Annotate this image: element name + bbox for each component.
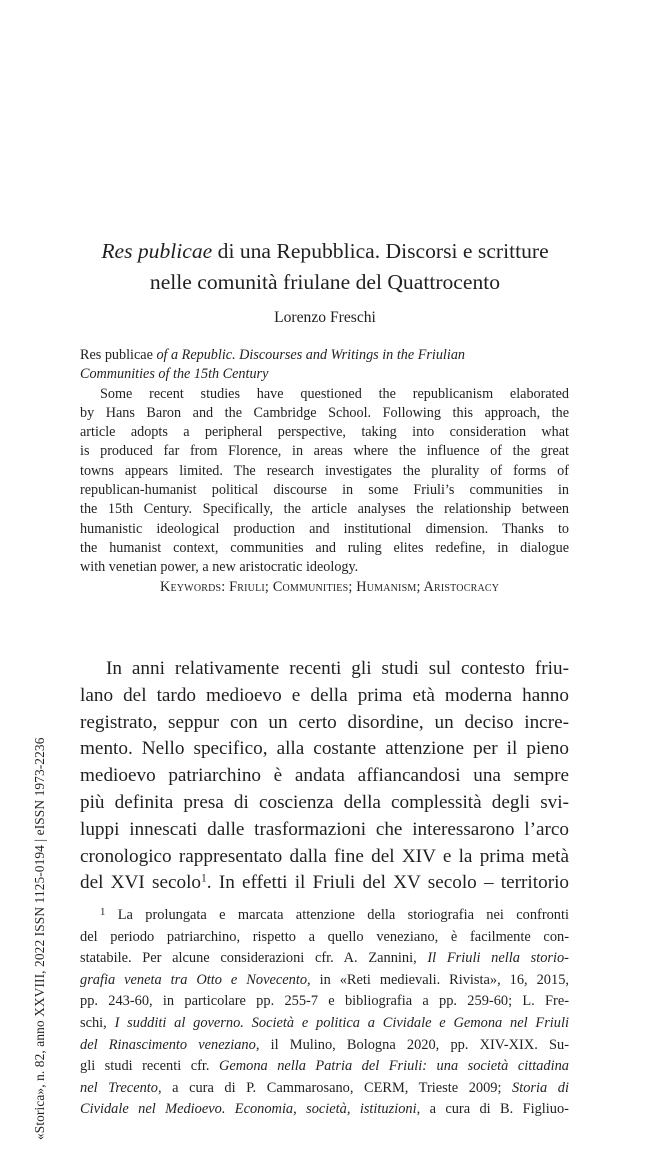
footnote-italic: grafia veneta tra Otto e Novecento [80,971,308,988]
body-line: medioevo patriarchino è andata affiancandosi una sempre [80,765,569,787]
footnote-italic: Gemona nella Patria del Friuli: una società cittadina [218,1058,569,1075]
body-line [80,870,569,897]
abstract-line: the 15th Century. Specifically, the article analyses the relationship between [80,501,569,518]
footnote-line [80,1099,569,1121]
footnote-italic: Storia di [512,1079,569,1096]
article-title [60,236,590,298]
footnote-text: schi, [80,1014,115,1031]
title-italic: Res publicae [101,239,213,263]
footnote-italic: del Rinascimento veneziano [80,1036,256,1053]
title-line-2: nelle comunità friulane del Quattrocento [149,270,501,294]
footnote-italic: Cividale nel Medioevo. Economia, società, istituzioni [80,1101,417,1118]
body-line: mento. Nello specifico, alla costante attenzione per il pieno [80,738,569,760]
body-paragraph [80,656,569,897]
footnote-marker[interactable]: 1 [201,873,207,886]
abstract-line: is produced far from Florence, in areas where the influence of the great [80,443,569,460]
footnote-text: , a cura di P. Cammarosano, CERM, Trieste 2009; [157,1079,513,1096]
footnote-italic: I sudditi al governo. Società e politica a Cividale e Gemona nel Friuli [114,1014,569,1031]
footnote-text: statabile. Per alcune considerazioni cfr. A. Zannini, [80,950,428,967]
abstract [80,346,569,597]
abstract-title-italic-2: Communities of the 15th Century [80,366,269,383]
body-line: luppi innescati dalle trasformazioni che interessarono l’arco [80,818,569,840]
body-text-segment: . In effetti il Friuli del XV secolo – territorio [206,872,570,894]
abstract-title-italic: of a Republic. Discourses and Writings in the Friulian [156,347,466,363]
body-line: lano del tardo medioevo e della prima età moderna hanno [80,684,569,706]
footnote-line: del periodo patriarchino, rispetto a quello veneziano, è facilmente con- [80,928,569,945]
footnote-text: gli studi recenti cfr. [80,1058,219,1075]
body-line: cronologico rappresentato dalla fine del XIV e la prima metà [80,845,569,867]
footnote-line [80,970,569,992]
footnote-text: , il Mulino, Bologna 2020, pp. XIV-XIX. Su- [255,1036,569,1053]
title-line-1-rest: di una Repubblica. Discorsi e scritture [212,239,549,263]
footnote-text: , in «Reti medievali. Rivista», 16, 2015, [307,971,569,988]
abstract-line: with venetian power, a new aristocratic ideology. [80,559,359,576]
body-line: più definita presa di coscienza della complessità degli svi- [80,791,569,813]
abstract-title-line-2 [80,365,569,384]
footnote-italic: nel Trecento [80,1079,158,1096]
footnote-line [80,1035,569,1057]
title-line-1 [60,236,590,267]
footnote-line: pp. 243-60, in particolare pp. 255-7 e bibliografia a pp. 259-60; L. Fre- [80,993,569,1010]
footnote-line [80,1013,569,1035]
footnote-italic: Il Friuli nella storio- [427,950,569,967]
footnote-number: 1 [100,906,106,919]
author-name: Lorenzo Freschi [274,309,376,326]
footnote-line [80,1078,569,1100]
journal-side-note: «Storica», n. 82, anno XXVIII, 2022 ISSN 1125-0194 | eISSN 1973-2236 [32,737,47,1140]
footnote-line [80,905,569,927]
abstract-line: the humanist context, communities and ruling elites redefine, in dialogue [80,539,569,556]
footnote [80,905,569,1121]
abstract-line: Some recent studies have questioned the republicanism elaborated [100,385,569,402]
footnote-text: , a cura di B. Figliuo- [416,1101,569,1118]
footnote-text: La prolungata e marcata attenzione della storiografia nei confronti [105,907,569,923]
abstract-line: republican-humanist political discourse in some Friuli’s communities in [80,482,569,499]
keywords: Keywords: Friuli; Communities; Humanism; Aristocracy [160,578,500,595]
abstract-title-line-1 [80,346,569,365]
abstract-line: article adopts a peripheral perspective, taking into consideration what [80,424,569,441]
footnote-line [80,948,569,970]
footnote-line [80,1056,569,1078]
body-line: registrato, seppur con un certo disordine, un deciso incre- [80,711,569,733]
abstract-line: by Hans Baron and the Cambridge School. Following this approach, the [80,404,569,421]
abstract-line: towns appears limited. The research investigates the plurality of forms of [80,462,569,479]
body-line: In anni relativamente recenti gli studi sul contesto friu- [106,658,569,679]
abstract-line: humanistic ideological production and institutional dimension. Thanks to [80,520,569,537]
abstract-title-plain: Res publicae [80,347,157,363]
body-text-segment: del XVI secolo [80,872,202,894]
